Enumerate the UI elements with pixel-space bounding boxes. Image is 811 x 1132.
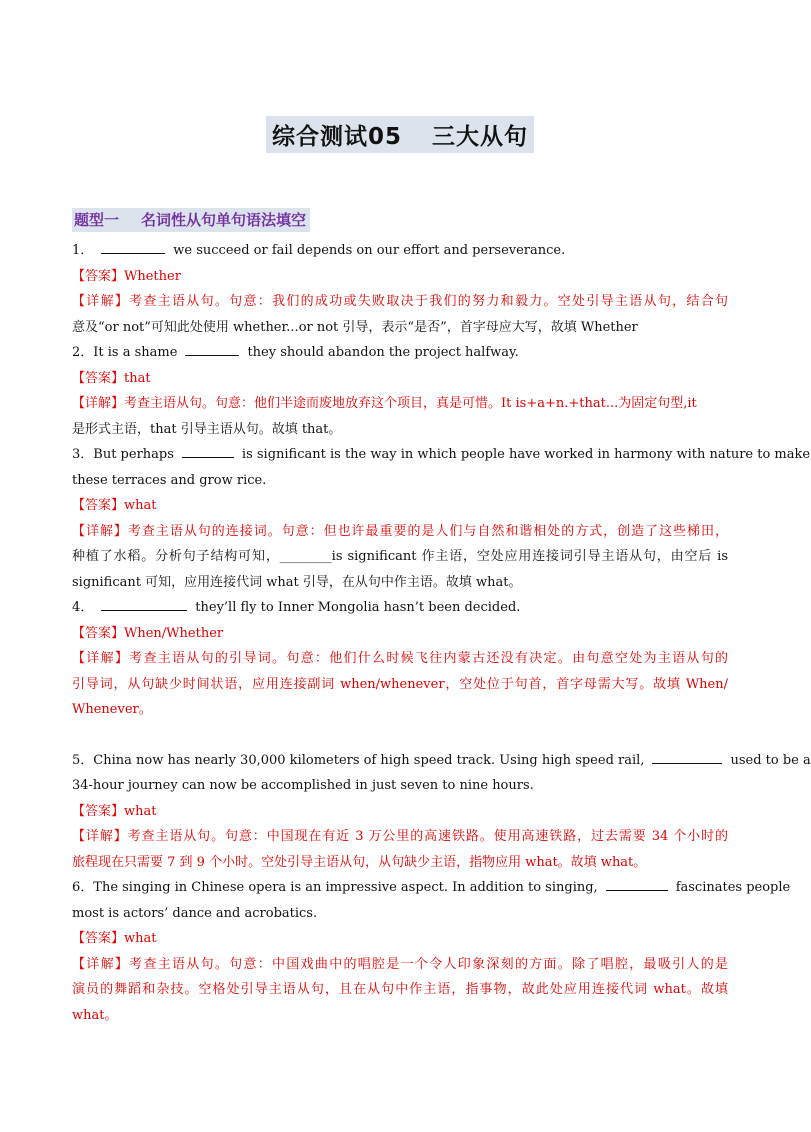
spacer	[72, 723, 728, 748]
answer-blank	[101, 596, 187, 611]
detail-2-line-1: 【详解】考查主语从句。句意：他们半途而废地放弃这个项目，真是可惜。It is+a+n.+that...为固定句型,it	[72, 396, 697, 411]
answer-blank	[182, 443, 234, 458]
answer-blank	[185, 341, 239, 356]
question-3: 3．But perhaps is significant is the way in which people have worked in harmony with nature to make	[72, 442, 728, 468]
answer-blank	[606, 876, 668, 891]
detail-4-line-1: 【详解】考查主语从句的引导词。句意：他们什么时候飞往内蒙古还没有决定。由句意空处为主语从句的	[72, 651, 728, 666]
question-4: 4． they’ll fly to Inner Mongolia hasn’t been decided.	[72, 595, 728, 621]
title-left: 综合测试05	[271, 124, 402, 150]
question-1: 1． we succeed or fail depends on our effort and perseverance.	[72, 238, 728, 264]
page-title	[266, 116, 534, 153]
question-2: 2．It is a shame they should abandon the project halfway.	[72, 340, 728, 366]
detail-6-line-2: 演员的舞蹈和杂技。空格处引导主语从句，且在从句中作主语，指事物，故此处应用连接代词 what。故填	[72, 982, 728, 997]
detail-3-line-2: 种植了水稻。分析句子结构可知，________is significant 作主语，空处应用连接词引导主语从句，由空后 is	[72, 549, 728, 564]
title-right: 三大从句	[432, 124, 528, 150]
detail-1-line-1: 【详解】考查主语从句。句意：我们的成功或失败取决于我们的努力和毅力。空处引导主语从句，结合句	[72, 294, 728, 309]
detail-1-line-2: 意及“or not”可知此处使用 whether...or not 引导，表示“是否”，首字母应大写，故填 Whether	[72, 319, 638, 335]
answer-5: 【答案】what	[72, 803, 157, 819]
answer-1: 【答案】Whether	[72, 268, 181, 284]
detail-6-line-1: 【详解】考查主语从句。句意：中国戏曲中的唱腔是一个令人印象深刻的方面。除了唱腔，最吸引人的是	[72, 956, 728, 972]
section-name: 名词性从句单句语法填空	[141, 211, 307, 229]
answer-4: 【答案】When/Whether	[72, 625, 224, 641]
answer-blank	[652, 749, 722, 764]
detail-3-line-3: significant 可知，应用连接代词 what 引导，在从句中作主语。故填 what。	[72, 574, 522, 590]
question-3-line-2: these terraces and grow rice.	[72, 472, 267, 488]
question-6: 6．The singing in Chinese opera is an impressive aspect. In addition to singing, fascinates people	[72, 875, 728, 901]
question-6-line-2: most is actors’ dance and acrobatics.	[72, 905, 318, 921]
detail-5-line-2: 旅程现在只需要 7 到 9 个小时。空处引导主语从句，从句缺少主语，指物应用 what。故填 what。	[72, 854, 647, 870]
question-5-line-2: 34-hour journey can now be accomplished in just seven to nine hours.	[72, 778, 534, 793]
detail-2-line-2: 是形式主语，that 引导主语从句。故填 that。	[72, 421, 342, 437]
detail-4-line-2: 引导词，从句缺少时间状语，应用连接副词 when/whenever，空处位于句首，首字母需大写。故填 When/	[72, 676, 728, 692]
answer-6: 【答案】what	[72, 931, 157, 946]
detail-6-line-3: what。	[72, 1007, 118, 1023]
detail-5-line-1: 【详解】考查主语从句。句意：中国现在有近 3 万公里的高速铁路。使用高速铁路，过去需要 34 个小时的	[72, 829, 728, 844]
question-list	[72, 238, 811, 1028]
detail-4-line-3: Whenever。	[72, 702, 152, 717]
section-heading	[72, 208, 310, 232]
answer-blank	[101, 239, 165, 254]
detail-3-line-1: 【详解】考查主语从句的连接词。句意：但也许最重要的是人们与自然和谐相处的方式，创造了这些梯田，	[72, 523, 728, 539]
title-container	[0, 116, 800, 153]
answer-2: 【答案】that	[72, 370, 151, 386]
question-5: 5．China now has nearly 30,000 kilometers of high speed track. Using high speed rail, used to be a	[72, 748, 728, 774]
answer-3: 【答案】what	[72, 498, 157, 513]
section-label: 题型一	[74, 211, 120, 229]
